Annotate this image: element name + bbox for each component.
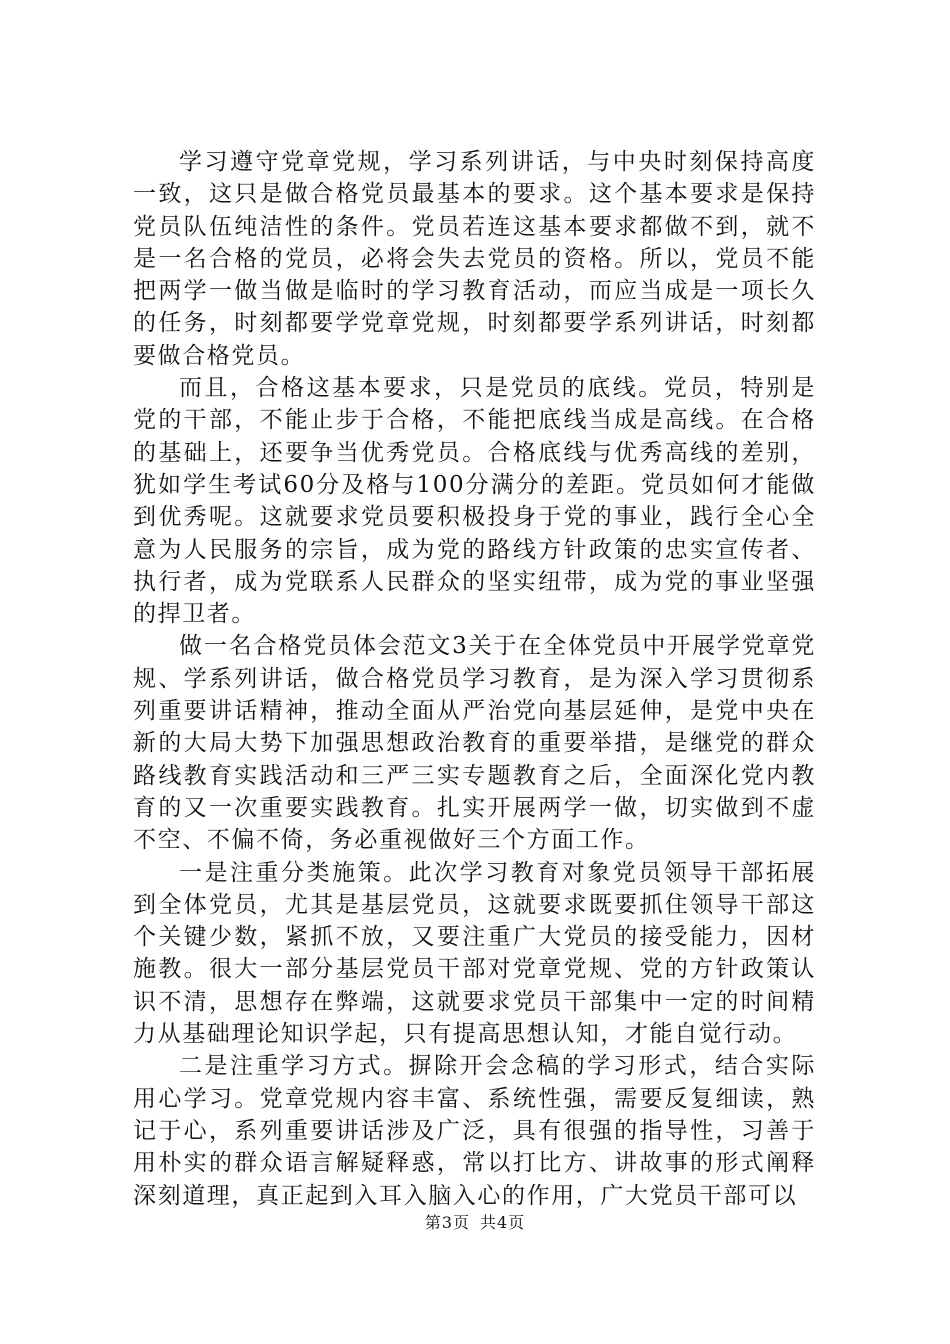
paragraph-1: 学习遵守党章党规，学习系列讲话，与中央时刻保持高度一致，这只是做合格党员最基本的要求。这个基本要求是保持党员队伍纯洁性的条件。党员若连这基本要求都做不到，就不是一名合格的党员，必将会失去党员的资格。所以，党员不能把两学一做当做是临时的学习教育活动，而应当成是一项长久的任务，时刻都要学党章党规，时刻都要学系列讲话，时刻都要做合格党员。 (133, 149, 816, 369)
paragraph-2: 而且，合格这基本要求，只是党员的底线。党员，特别是党的干部，不能止步于合格，不能把底线当成是高线。在合格的基础上，还要争当优秀党员。合格底线与优秀高线的差别，犹如学生考试60分及格与100分满分的差距。党员如何才能做到优秀呢。这就要求党员要积极投身于党的事业，践行全心全意为人民服务的宗旨，成为党的路线方针政策的忠实宣传者、执行者，成为党联系人民群众的坚实纽带，成为党的事业坚强的捍卫者。 (133, 375, 816, 628)
page-footer (0, 1213, 950, 1233)
paragraph-4: 一是注重分类施策。此次学习教育对象党员领导干部拓展到全体党员，尤其是基层党员，这就要求既要抓住领导干部这个关键少数，紧抓不放，又要注重广大党员的接受能力，因材施教。很大一部分基层党员干部对党章党规、党的方针政策认识不清，思想存在弊端，这就要求党员干部集中一定的时间精力从基础理论知识学起，只有提高思想认知，才能自觉行动。 (133, 859, 816, 1048)
page-total: 共4页 (480, 1213, 526, 1232)
paragraph-3: 做一名合格党员体会范文3关于在全体党员中开展学党章党规、学系列讲话，做合格党员学习教育，是为深入学习贯彻系列重要讲话精神，推动全面从严治党向基层延伸，是党中央在新的大局大势下加强思想政治教育的重要举措，是继党的群众路线教育实践活动和三严三实专题教育之后，全面深化党内教育的又一次重要实践教育。扎实开展两学一做，切实做到不虚不空、不偏不倚，务必重视做好三个方面工作。 (133, 633, 816, 854)
page-number: 第3页 (424, 1213, 470, 1232)
document-body (133, 146, 816, 1212)
paragraph-5: 二是注重学习方式。摒除开会念稿的学习形式，结合实际用心学习。党章党规内容丰富、系统性强，需要反复细读，熟记于心，系列重要讲话涉及广泛，具有很强的指导性，习善于用朴实的群众语言解疑释惑，常以打比方、讲故事的形式阐释深刻道理，真正起到入耳入脑入心的作用，广大党员干部可以 (133, 1053, 816, 1209)
